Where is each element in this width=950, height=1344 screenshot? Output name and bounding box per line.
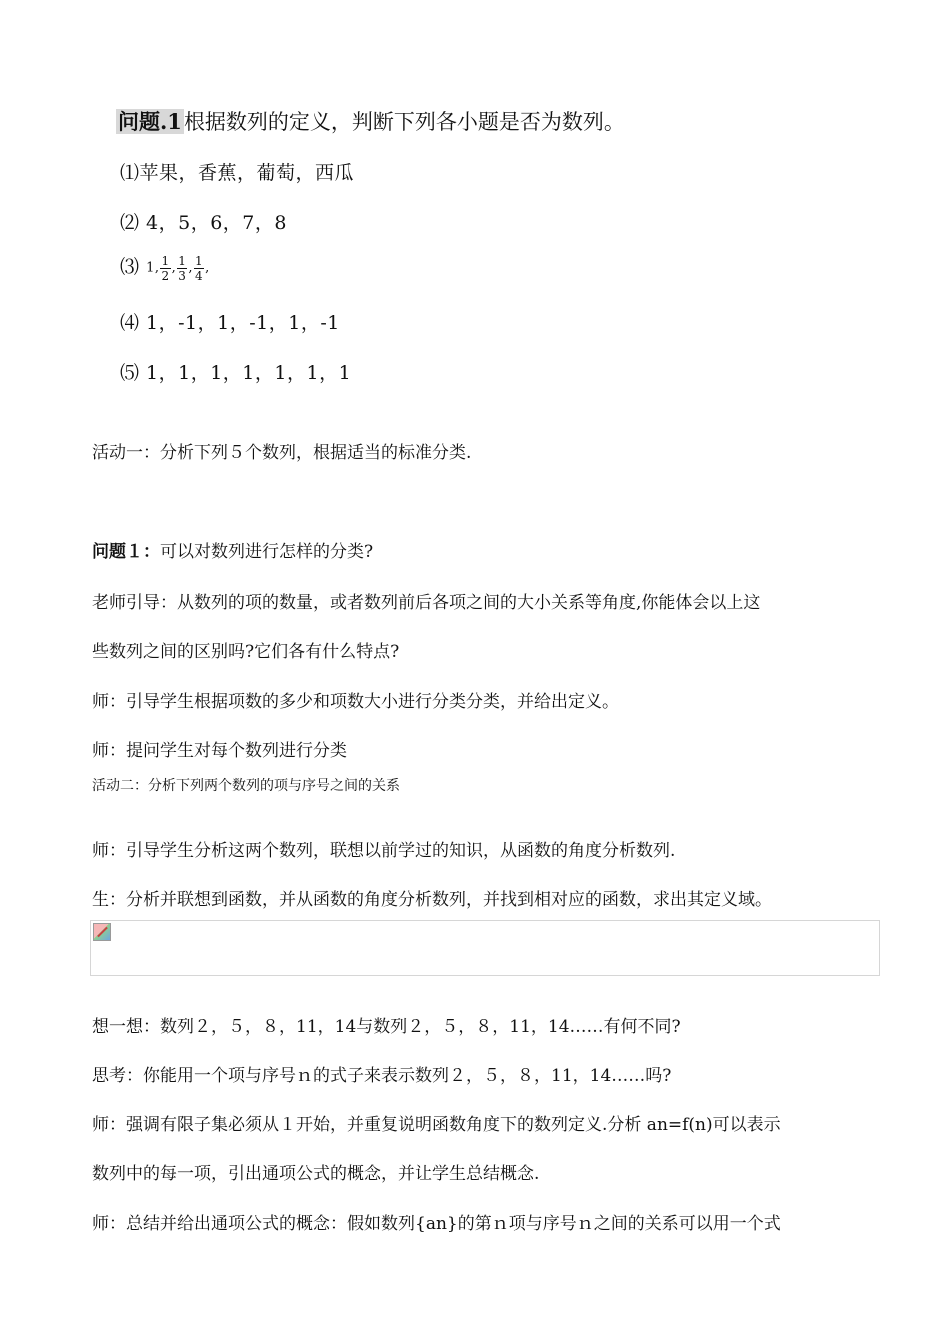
teacher-note-3: 师：引导学生分析这两个数列，联想以前学过的知识，从函数的角度分析数列. (92, 841, 676, 861)
fraction-quarter: $\frac{1}{4}$ (195, 253, 204, 283)
activity-2: 活动二：分析下列两个数列的项与序号之间的关系 (92, 778, 400, 794)
think-prompt: 想一想：数列２，５，８，11，14与数列２，５，８，11，14……有何不同? (92, 1017, 681, 1037)
student-note-1: 生：分析并联想到函数，并从函数的角度分析数列，并找到相对应的函数，求出其定义域。 (92, 890, 772, 910)
teacher-note-5: 师：总结并给出通项公式的概念：假如数列{an}的第ｎ项与序号ｎ之间的关系可以用一个式 (92, 1214, 781, 1234)
image-placeholder (90, 920, 880, 976)
teacher-note-4-line-1: 师：强调有限子集必须从１开始，并重复说明函数角度下的数列定义.分析 an=f(n)可以表示 (92, 1115, 781, 1135)
problem-item-4: ⑷ 1，-1，1，-1，1，-1 (120, 312, 340, 334)
problem-item-1: ⑴苹果，香蕉，葡萄，西瓜 (120, 162, 355, 184)
question-1-text: 可以对数列进行怎样的分类? (160, 542, 374, 562)
problem-item-3: ⑶ 1, $\frac{1}{2}$ , $\frac{1}{3}$ , $\frac{1}{4}$ , (120, 253, 210, 283)
question-1-label: 问题１： (92, 542, 160, 562)
problem-heading (116, 106, 625, 136)
fraction-third: $\frac{1}{3}$ (178, 253, 187, 283)
consider-prompt: 思考：你能用一个项与序号ｎ的式子来表示数列２，５，８，11，14……吗? (92, 1066, 672, 1086)
problem-text: 根据数列的定义，判断下列各小题是否为数列。 (183, 110, 625, 134)
item3-lead: 1, (146, 260, 160, 276)
problem-item-2: ⑵ 4，5，6，7，8 (120, 212, 287, 234)
question-1 (92, 537, 373, 562)
teacher-guide-line-2: 些数列之间的区别吗?它们各有什么特点? (92, 642, 400, 662)
teacher-note-1: 师：引导学生根据项数的多少和项数大小进行分类分类，并给出定义。 (92, 692, 619, 712)
problem-tag: 问题.1 (118, 109, 182, 134)
problem-item-3-label: ⑶ (120, 256, 140, 278)
teacher-note-2: 师：提问学生对每个数列进行分类 (92, 741, 347, 761)
problem-item-5: ⑸ 1，1，1，1，1，1，1 (120, 362, 352, 384)
broken-image-icon (93, 923, 111, 941)
teacher-note-4-line-2: 数列中的每一项，引出通项公式的概念，并让学生总结概念. (92, 1164, 540, 1184)
fraction-half: $\frac{1}{2}$ (161, 253, 170, 283)
teacher-guide-line-1: 老师引导：从数列的项的数量，或者数列前后各项之间的大小关系等角度,你能体会以上这 (92, 593, 761, 613)
activity-1: 活动一：分析下列５个数列，根据适当的标准分类. (92, 443, 472, 463)
